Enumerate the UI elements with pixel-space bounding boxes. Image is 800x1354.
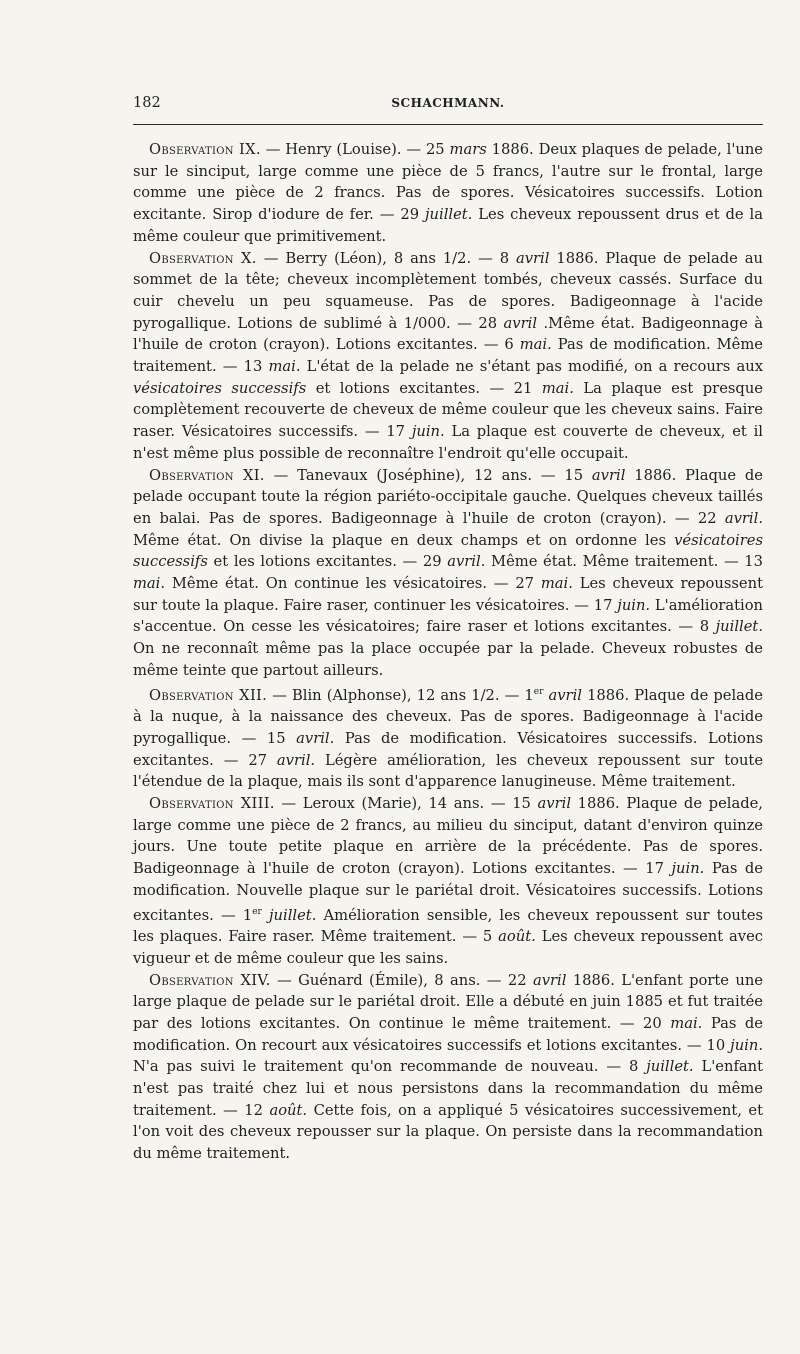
observation-text: Même état. Même traitement. — 13 [485,553,763,571]
italic-text: mai. [540,575,573,593]
observation-text: 1886. Plaque de pelade au sommet de la tête; cheveux incomplètement tombés, cheveux cassés. Surface du cuir chevelu un peu squameuse. Pas de spores. Badigeonnage à l'acide pyrogallique. Lotions de sublimé à 1/000. — 28 [133,249,763,332]
observation-text: L'état de la pelade ne s'étant pas modifié, on a recours aux [300,358,763,376]
running-head: SCHACHMANN. [391,96,505,110]
italic-text: avril [548,686,582,704]
observation-paragraph [133,465,763,682]
observation-text: .Même état. Badigeonnage à l'huile de croton (crayon). Lotions excitantes. — 6 [133,314,763,354]
observation-paragraph [133,248,763,465]
observation-text: Même état. On divise la plaque en deux champs et on ordonne les [133,531,675,549]
observation-paragraph [133,682,763,793]
superscript: er [533,686,544,697]
observation-text: N'a pas suivi le traitement qu'on recommande de nouveau. — 8 [133,1058,647,1076]
italic-text: mai. [670,1014,703,1032]
observation-text: et lotions excitantes. — 21 [306,379,542,397]
observation-text: — Guénard (Émile), 8 ans. — 22 [270,971,533,989]
observation-text: L'amélioration s'accentue. On cesse les vésicatoires; faire raser et lotions excitantes. — 8 [133,596,763,636]
italic-text: juillet. [715,618,763,636]
page-header [133,92,763,114]
italic-text: mai. [268,358,301,376]
document-body [133,139,763,1165]
observation-paragraph [133,139,763,248]
observation-text: 1886. L'enfant porte une large plaque de pelade sur le pariétal droit. Elle a débuté en juin 1885 et fut traitée par des lotions excitantes. On continue le même traitement. — 20 [133,971,763,1032]
observation-text: — Tanevaux (Joséphine), 12 ans. — 15 [264,466,592,484]
italic-text: juin. [617,596,651,614]
italic-text: avril [537,794,572,812]
italic-text: avril [503,314,538,332]
observation-paragraph [133,793,763,970]
italic-text: avril [515,249,550,267]
observation-text: Les cheveux repoussent sur toute la plaque. Faire raser, continuer les vésicatoires. — 17 [133,575,763,614]
italic-text: avril [591,466,626,484]
observation-text: Pas de modification. Nouvelle plaque sur le pariétal droit. Vésicatoires successifs. Lotions excitantes. — 1 [133,860,763,924]
italic-text: juin. [411,423,445,441]
observation-text: 1886. Plaque de pelade à la nuque, à la naissance des cheveux. Pas de spores. Badigeonnage à l'acide pyrogallique. — 15 [133,686,764,747]
observation-label: Observation XI. [149,466,265,484]
italic-text: juin. [730,1036,763,1054]
observation-text: Cette fois, on a appliqué 5 vésicatoires successivement, et l'on voit des cheveux repousser sur la plaque. On persiste dans la recommandation du même traitement. [133,1101,763,1163]
observation-label: Observation XII. [149,686,268,704]
observation-text: — Leroux (Marie), 14 ans. — 15 [274,794,538,812]
italic-text: mai. [519,336,552,354]
observation-text: et les lotions excitantes. — 29 [207,553,448,571]
italic-text: vésicatoires successifs [133,531,763,571]
observation-text [262,906,269,923]
italic-text: juillet. [424,206,473,224]
italic-text: août. [269,1101,308,1119]
observation-text: Pas de modification. Vésicatoires successifs. Lotions excitantes. — 27 [133,729,763,769]
observation-text: Amélioration sensible, les cheveux repoussent sur toutes les plaques. Faire raser. Même traitement. — 5 [133,906,763,946]
italic-text: juillet. [646,1058,694,1076]
observation-text: — Blin (Alphonse), 12 ans 1/2. — 1 [267,686,534,704]
italic-text: juillet. [269,906,317,924]
observation-label: Observation X. [149,249,257,267]
observation-paragraph [133,970,763,1165]
italic-text: vésicatoires successifs [133,379,307,397]
header-rule [133,124,763,125]
observation-label: Observation XIV. [149,971,271,989]
italic-text: avril. [447,553,486,571]
observation-label: Observation XIII. [149,794,275,812]
italic-text: avril. [296,729,335,747]
italic-text: avril. [724,509,763,527]
observation-text: 1886. Deux plaques de pelade, l'une sur le sinciput, large comme une pièce de 5 francs, l'autre sur le frontal, large comme une pièce de 2 francs. Pas de spores. Vésicatoires successifs. Lotion excitante. Sirop d'iodure de fer. — 29 [133,141,763,224]
observation-text: Les cheveux repoussent avec vigueur et de même couleur que les sains. [133,928,763,967]
observation-text: Même état. On continue les vésicatoires. — 27 [165,575,541,593]
observation-text: On ne reconnaît même pas la place occupée par la pelade. Cheveux robustes de même teinte que partout ailleurs. [133,640,763,679]
observation-text: 1886. Plaque de pelade occupant toute la région pariéto-occipitale gauche. Quelques cheveux taillés en balai. Pas de spores. Badigeonnage à l'huile de croton (crayon). — 22 [133,466,763,527]
observation-text: Pas de modification. Même traitement. — 13 [133,336,763,376]
italic-text: mars [449,141,487,158]
observation-text: Légère amélioration, les cheveux repoussent sur toute l'étendue de la plaque, mais ils sont d'apparence lanugineuse. Même traitement. [133,751,764,791]
italic-text: mai. [541,379,574,397]
observation-text: L'enfant n'est pas traité chez lui et nous persistons dans la recommandation du même traitement. — 12 [133,1058,763,1119]
observation-label: Observation IX. [149,141,261,158]
page-number: 182 [133,95,161,111]
document-page [133,92,763,1165]
italic-text: avril. [276,751,316,769]
italic-text: juin. [671,860,705,878]
observation-text: — Henry (Louise). — 25 [260,141,450,158]
observation-text: Les cheveux repoussent drus et de la même couleur que primitivement. [133,206,763,245]
observation-text: La plaque est presque complètement recouverte de cheveux de même couleur que les cheveux sains. Faire raser. Vésicatoires successifs. — 17 [133,379,763,441]
observation-text: 1886. Plaque de pelade, large comme une pièce de 2 francs, au milieu du sinciput, datant d'environ quinze jours. Une toute petite plaque en arrière de la précédente. Pas de spores. Badigeonnage à l'huile de croton (crayon). Lotions excitantes. — 17 [133,794,763,878]
observation-text: Pas de modification. On recourt aux vésicatoires successifs et lotions excitantes. — 10 [133,1014,763,1054]
italic-text: avril [532,971,567,989]
superscript: er [252,906,262,917]
italic-text: août. [498,928,536,946]
italic-text: mai. [133,575,166,593]
observation-text: La plaque est couverte de cheveux, et il n'est même plus possible de reconnaître l'endroit qu'elle occupait. [133,423,763,462]
observation-text: — Berry (Léon), 8 ans 1/2. — 8 [256,249,516,267]
